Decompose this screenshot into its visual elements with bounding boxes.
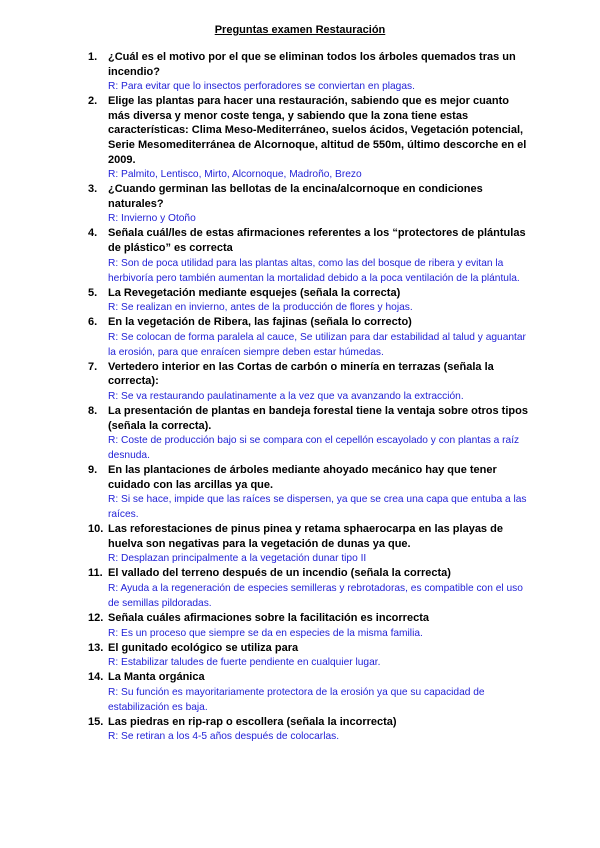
question-number: 9. xyxy=(88,464,98,477)
answer-text: R: Desplazan principalmente a la vegetación dunar tipo II xyxy=(108,553,367,565)
question-item-5 xyxy=(88,286,528,316)
question-item-7 xyxy=(88,360,528,404)
answer-text: R: Si se hace, impide que las raíces se dispersen, ya que se crea una capa que entuba a las raíces. xyxy=(108,494,527,521)
question-item-15 xyxy=(88,715,528,745)
answer-text: R: Palmito, Lentisco, Mirto, Alcornoque, Madroño, Brezo xyxy=(108,169,362,181)
answer-text: R: Se retiran a los 4-5 años después de colocarlas. xyxy=(108,731,340,743)
question-number: 12. xyxy=(88,612,104,625)
answer-text: R: Coste de producción bajo si se compara con el cepellón escayolado y con plantas a raíz desnuda. xyxy=(108,435,520,462)
question-number: 6. xyxy=(88,316,98,329)
answer-text: R: Se va restaurando paulatinamente a la vez que va avanzando la extracción. xyxy=(108,390,464,402)
question-number: 13. xyxy=(88,641,104,654)
question-item-10 xyxy=(88,522,528,566)
question-number: 2. xyxy=(88,95,98,108)
question-text: La Manta orgánica xyxy=(108,671,205,684)
question-number: 7. xyxy=(88,360,98,373)
question-text: ¿Cuál es el motivo por el que se eliminan todos los árboles quemados tras un incendio? xyxy=(108,51,516,78)
question-item-11 xyxy=(88,566,528,611)
answer-text: R: Invierno y Otoño xyxy=(108,213,196,225)
question-item-12 xyxy=(88,611,528,641)
question-item-3 xyxy=(88,182,528,226)
question-text: El gunitado ecológico se utiliza para xyxy=(108,641,299,654)
question-number: 15. xyxy=(88,715,104,728)
question-text: La Revegetación mediante esquejes (señala la correcta) xyxy=(108,286,401,299)
answer-text: R: Estabilizar taludes de fuerte pendiente en cualquier lugar. xyxy=(108,657,381,669)
question-number: 3. xyxy=(88,183,98,196)
answer-text: R: Para evitar que lo insectos perforadores se conviertan en plagas. xyxy=(108,81,415,93)
question-list xyxy=(88,50,528,744)
question-text: Las piedras en rip-rap o escollera (señala la incorrecta) xyxy=(108,715,397,728)
question-number: 5. xyxy=(88,286,98,299)
question-text: El vallado del terreno después de un incendio (señala la correcta) xyxy=(108,567,451,580)
question-number: 8. xyxy=(88,404,98,417)
question-number: 4. xyxy=(88,227,98,240)
question-text: Vertedero interior en las Cortas de carbón o minería en terrazas (señala la correcta): xyxy=(108,360,494,388)
question-text: En la vegetación de Ribera, las fajinas (señala lo correcto) xyxy=(108,316,412,329)
question-number: 10. xyxy=(88,523,104,536)
question-text: ¿Cuando germinan las bellotas de la encina/alcornoque en condiciones naturales? xyxy=(108,183,483,210)
question-item-1 xyxy=(88,50,528,94)
answer-text: R: Se colocan de forma paralela al cauce, Se utilizan para dar estabilidad al talud y aguantar la erosión, para que enraícen siempre deben estar húmedas. xyxy=(108,331,526,358)
question-number: 14. xyxy=(88,671,104,684)
question-item-2 xyxy=(88,94,528,182)
question-text: La presentación de plantas en bandeja forestal tiene la ventaja sobre otros tipos (señala la correcta). xyxy=(108,404,528,432)
answer-text: R: Son de poca utilidad para las plantas altas, como las del bosque de ribera y evitan la herbivoría pero también aumentan la mortalidad debido a la poca ventilación de la plántula. xyxy=(108,257,520,284)
question-item-6 xyxy=(88,315,528,360)
question-item-14 xyxy=(88,670,528,715)
question-text: Las reforestaciones de pinus pinea y retama sphaerocarpa en las playas de huelva son negativas para la vegetación de dunas ya que. xyxy=(108,523,503,550)
question-item-13 xyxy=(88,641,528,671)
answer-text: R: Se realizan en invierno, antes de la producción de flores y hojas. xyxy=(108,302,413,314)
answer-text: R: Su función es mayoritariamente protectora de la erosión ya que su capacidad de estabilización es baja. xyxy=(108,686,485,713)
answer-text: R: Ayuda a la regeneración de especies semilleras y rebrotadoras, es compatible con el uso de semillas pildoradas. xyxy=(108,583,523,610)
question-text: Elige las plantas para hacer una restauración, sabiendo que es mejor cuanto más diversa y menor coste tenga, y sabiendo que la zona tiene estas características: Clima Meso-Mediterráneo, suelos ácidos, Vegetación potencial, Serie Mesomediterránea de Alcornoque, altitud de 550m, último descorche en el 2009. xyxy=(108,95,527,166)
question-text: Señala cuál/les de estas afirmaciones referentes a los “protectores de plántulas de plástico” es correcta xyxy=(108,227,526,254)
document-title: Preguntas examen Restauración xyxy=(214,24,386,36)
question-item-8 xyxy=(88,404,528,463)
question-number: 11. xyxy=(88,567,103,580)
answer-text: R: Es un proceso que siempre se da en especies de la misma familia. xyxy=(108,627,423,639)
question-item-4 xyxy=(88,226,528,285)
question-text: En las plantaciones de árboles mediante ahoyado mecánico hay que tener cuidado con las arcillas ya que. xyxy=(108,464,497,491)
question-item-9 xyxy=(88,463,528,522)
question-number: 1. xyxy=(88,51,98,63)
question-text: Señala cuáles afirmaciones sobre la facilitación es incorrecta xyxy=(108,612,429,625)
